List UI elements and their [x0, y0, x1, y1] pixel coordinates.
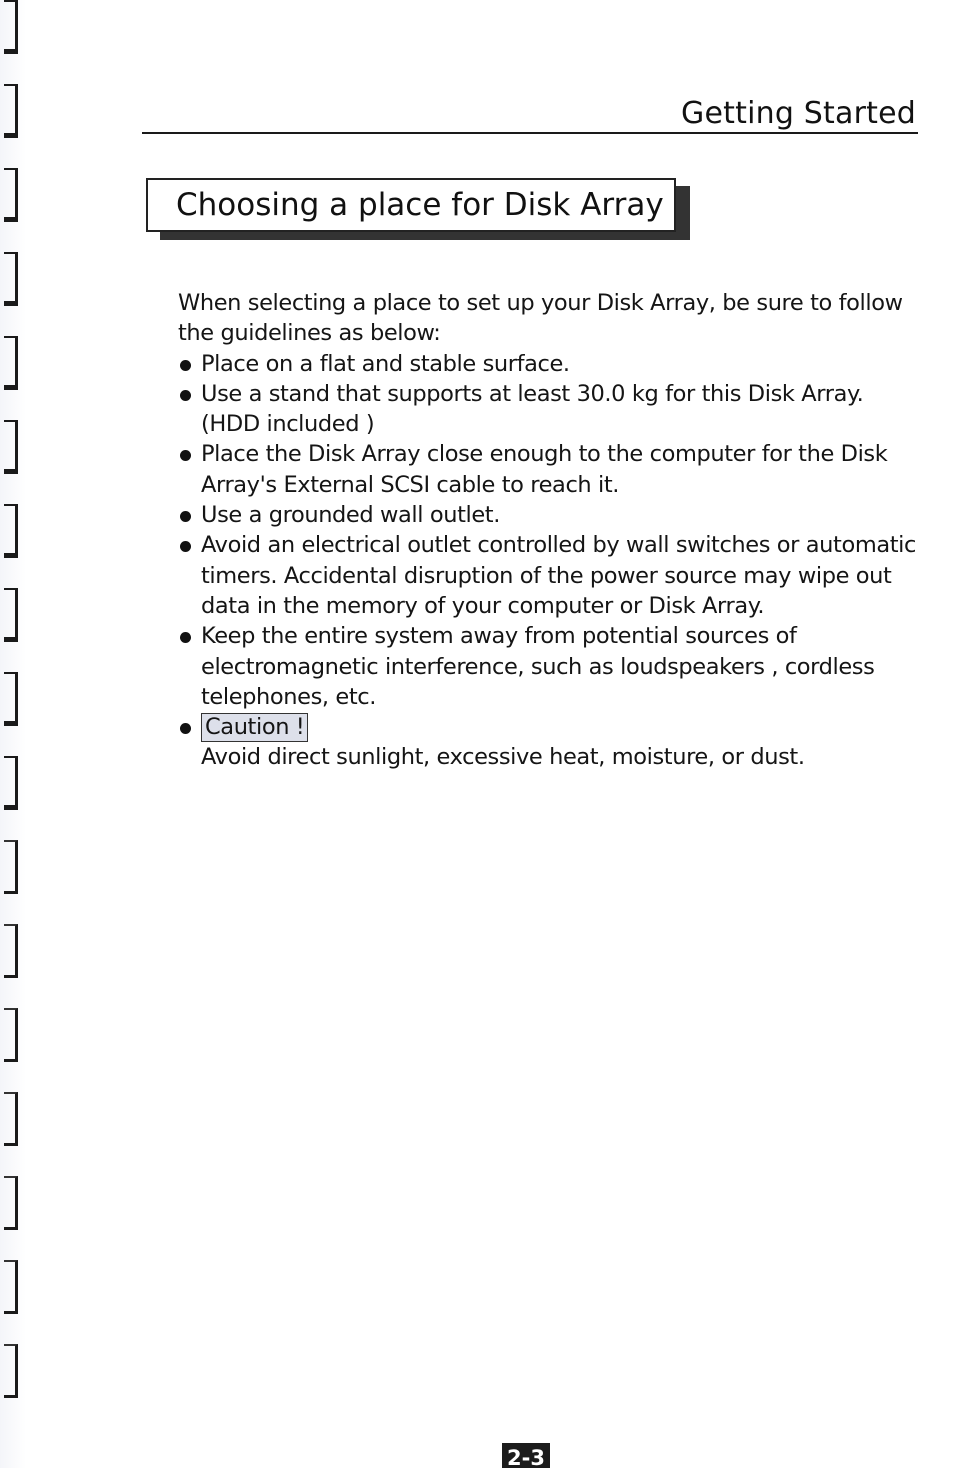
guideline-list [178, 349, 923, 773]
binding-mark [4, 84, 18, 138]
binding-mark [4, 1008, 18, 1062]
list-item-text: Place the Disk Array close enough to the computer for the Disk Array's External SCSI cable to reach it. [201, 441, 888, 498]
caution-label: Caution ! [201, 713, 308, 742]
binding-mark [4, 1344, 18, 1398]
running-header: Getting Started [681, 96, 916, 131]
binding-mark [4, 336, 18, 390]
caution-text: Avoid direct sunlight, excessive heat, moisture, or dust. [201, 744, 805, 771]
bullet-icon [180, 723, 191, 734]
binding-mark [4, 1092, 18, 1146]
caution-item [178, 712, 923, 773]
list-item [178, 621, 923, 712]
list-item-text: Avoid an electrical outlet controlled by wall switches or automatic timers. Accidental disruption of the power source may wipe out data in the memory of your computer or Disk Array. [201, 532, 916, 619]
binding-mark [4, 588, 18, 642]
list-item-text: Place on a flat and stable surface. [201, 350, 570, 377]
list-item-text: Use a stand that supports at least 30.0 kg for this Disk Array. (HDD included ) [201, 380, 864, 438]
binding-mark [4, 504, 18, 558]
body-content [178, 288, 923, 773]
list-item [178, 379, 923, 440]
list-item [178, 439, 923, 500]
binding-mark [4, 252, 18, 306]
binding-mark [4, 168, 18, 222]
bullet-icon [180, 541, 191, 552]
bullet-icon [180, 360, 191, 371]
binding-mark [4, 420, 18, 474]
list-item [178, 349, 923, 379]
binding-mark [4, 924, 18, 978]
binding-mark [4, 756, 18, 810]
binding-edge [0, 0, 26, 1468]
binding-mark [4, 1176, 18, 1230]
bullet-icon [180, 632, 191, 643]
binding-mark [4, 672, 18, 726]
bullet-icon [180, 390, 191, 401]
binding-mark [4, 840, 18, 894]
binding-mark [4, 1260, 18, 1314]
list-item [178, 530, 923, 621]
section-title: Choosing a place for Disk Array [176, 187, 664, 223]
header-rule [142, 132, 918, 134]
binding-mark [4, 0, 18, 54]
intro-paragraph: When selecting a place to set up your Disk Array, be sure to follow the guidelines as below: [178, 290, 903, 347]
list-item-text: Use a grounded wall outlet. [201, 502, 500, 529]
bullet-icon [180, 450, 191, 461]
list-item [178, 500, 923, 530]
list-item-text: Keep the entire system away from potential sources of electromagnetic interference, such as loudspeakers , cordless telephones, etc. [201, 623, 875, 710]
section-heading-box [146, 178, 676, 232]
page-number: 2-3 [502, 1443, 550, 1468]
bullet-icon [180, 511, 191, 522]
